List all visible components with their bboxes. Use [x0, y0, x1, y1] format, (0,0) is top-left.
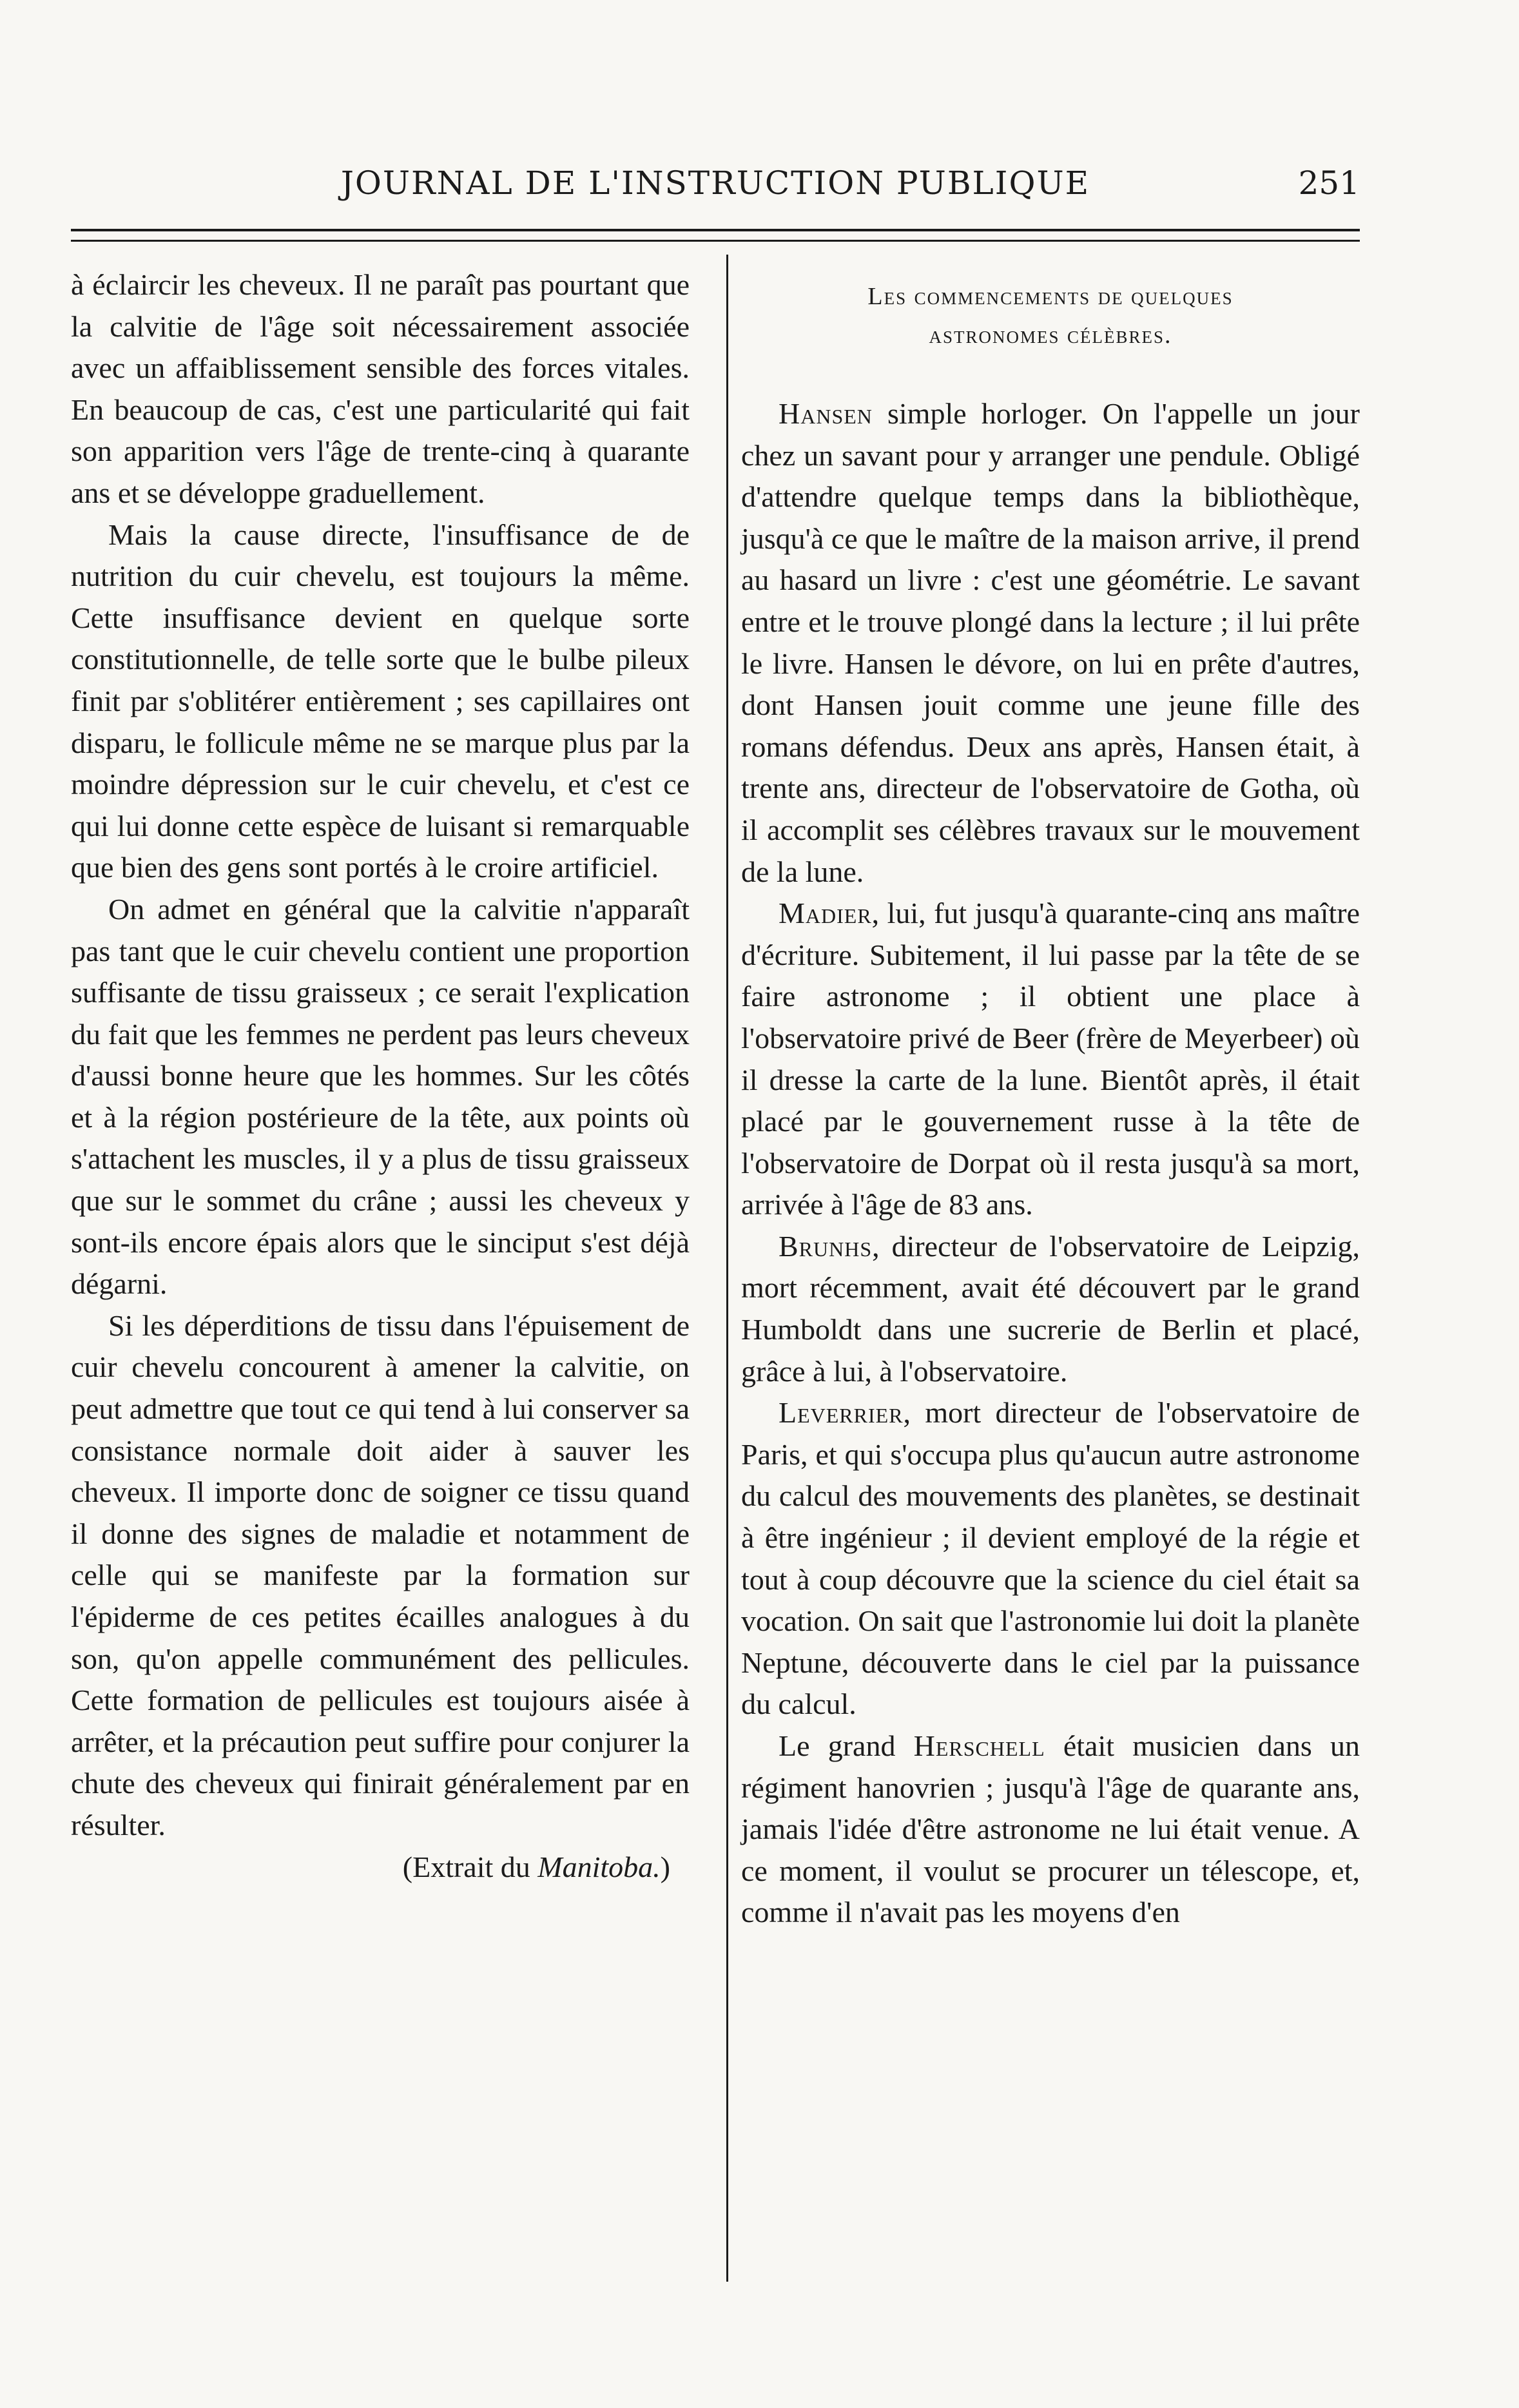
entry-brunhs: Brunhs, directeur de l'observatoire de Leipzig, mort récemment, avait été découvert par le grand Humboldt dans une sucrerie de Berlin et placé, grâce à lui, à l'observatoire.: [741, 1229, 1360, 1388]
header-rule-top: [71, 229, 1360, 231]
astronomer-name: Brunhs: [779, 1229, 873, 1263]
astronomer-name: Leverrier: [779, 1396, 904, 1430]
entry-herschell: Le grand Herschell était musicien dans un régiment hanovrien ; jusqu'à l'âge de quarante ans, jamais l'idée d'être astronome ne lui était venue. A ce moment, il voulut se procurer un télescope, et, comme il n'avait pas les moyens d'en: [741, 1729, 1360, 1929]
astronomer-name: Herschell: [913, 1729, 1045, 1762]
page-number: 251: [1298, 164, 1360, 202]
source-citation: (Extrait du Manitoba.): [402, 1850, 670, 1883]
left-column: [71, 264, 690, 1888]
paragraph: Mais la cause directe, l'insuffisance de de nutrition du cuir chevelu, est toujours la même. Cette insuffisance devient en quelque sorte constitutionnelle, de telle sorte que le bulbe pileux finit par s'oblitérer entièrement ; ses capillaires ont disparu, le follicule même ne se marque plus par la moindre dépression sur le cuir chevelu, et c'est ce qui lui donne cette espèce de luisant si remarquable que bien des gens sont portés à le croire artificiel.: [71, 518, 690, 884]
entry-hansen: Hansen simple horloger. On l'appelle un jour chez un savant pour y arranger une pendule. Obligé d'attendre quelque temps dans la bibliothèque, jusqu'à ce que le maître de la maison arrive, il prend au hasard un livre : c'est une géométrie. Le savant entre et le trouve plongé dans la lecture ; il lui prête le livre. Hansen le dévore, on lui en prête d'autres, dont Hansen jouit comme une jeune fille des romans défendus. Deux ans après, Hansen était, à trente ans, directeur de l'observatoire de Gotha, où il accomplit ses célèbres travaux sur le mouvement de la lune.: [741, 397, 1360, 888]
column-divider: [726, 255, 728, 2282]
header-rule-bottom: [71, 240, 1360, 242]
page-header: [71, 164, 1360, 216]
entry-madier: Madier, lui, fut jusqu'à quarante-cinq ans maître d'écriture. Subitement, il lui passe par la tête de se faire astronome ; il obtient une place à l'observatoire privé de Beer (frère de Meyerbeer) où il dresse la carte de la lune. Bientôt après, il était placé par le gouvernement russe à la tête de l'observatoire de Dorpat où il resta jusqu'à sa mort, arrivée à l'âge de 83 ans.: [741, 897, 1360, 1221]
paragraph: Si les déperditions de tissu dans l'épuisement de cuir chevelu concourent à amener la calvitie, on peut admettre que tout ce qui tend à lui conserver sa consistance normale doit aider à sauver les cheveux. Il importe donc de soigner ce tissu quand il donne des signes de maladie et notamment de celle qui se manifeste par la formation sur l'épiderme de ces petites écailles analogues à du son, qu'on appelle communément des pellicules. Cette formation de pellicules est toujours aisée à arrêter, et la précaution peut suffire pour conjurer la chute des cheveux qui finirait généralement par en résulter.: [71, 1308, 690, 1841]
source-name: Manitoba.: [537, 1850, 661, 1883]
astronomer-name: Hansen: [779, 397, 873, 430]
astronomer-name: Madier: [779, 897, 872, 930]
entry-leverrier: Leverrier, mort directeur de l'observatoire de Paris, et qui s'occupa plus qu'aucun autre astronome du calcul des mouvements des planètes, se destinait à être ingénieur ; il devient employé de la régie et tout à coup découvre que la science du ciel était sa vocation. On sait que l'astronomie lui doit la planète Neptune, découverte dans le ciel par la puissance du calcul.: [741, 1396, 1360, 1721]
section-title: Les commencements de quelques astronomes célèbres.: [867, 283, 1234, 349]
paragraph: On admet en général que la calvitie n'apparaît pas tant que le cuir chevelu contient une proportion suffisante de tissu graisseux ; ce serait l'explication du fait que les femmes ne perdent pas leurs cheveux d'aussi bonne heure que les hommes. Sur les côtés et à la région postérieure de la tête, aux points où s'attachent les muscles, il y a plus de tissu graisseux que sur le sommet du crâne ; aussi les cheveux y sont-ils encore épais alors que le sinciput s'est déjà dégarni.: [71, 892, 690, 1301]
right-column: [741, 264, 1360, 1934]
journal-title: JOURNAL DE L'INSTRUCTION PUBLIQUE: [340, 164, 1090, 202]
paragraph: à éclaircir les cheveux. Il ne paraît pas pourtant que la calvitie de l'âge soit nécessairement associée avec un affaiblissement sensible des forces vitales. En beaucoup de cas, c'est une particularité qui fait son apparition vers l'âge de trente-cinq à quarante ans et se développe graduellement.: [71, 268, 690, 509]
